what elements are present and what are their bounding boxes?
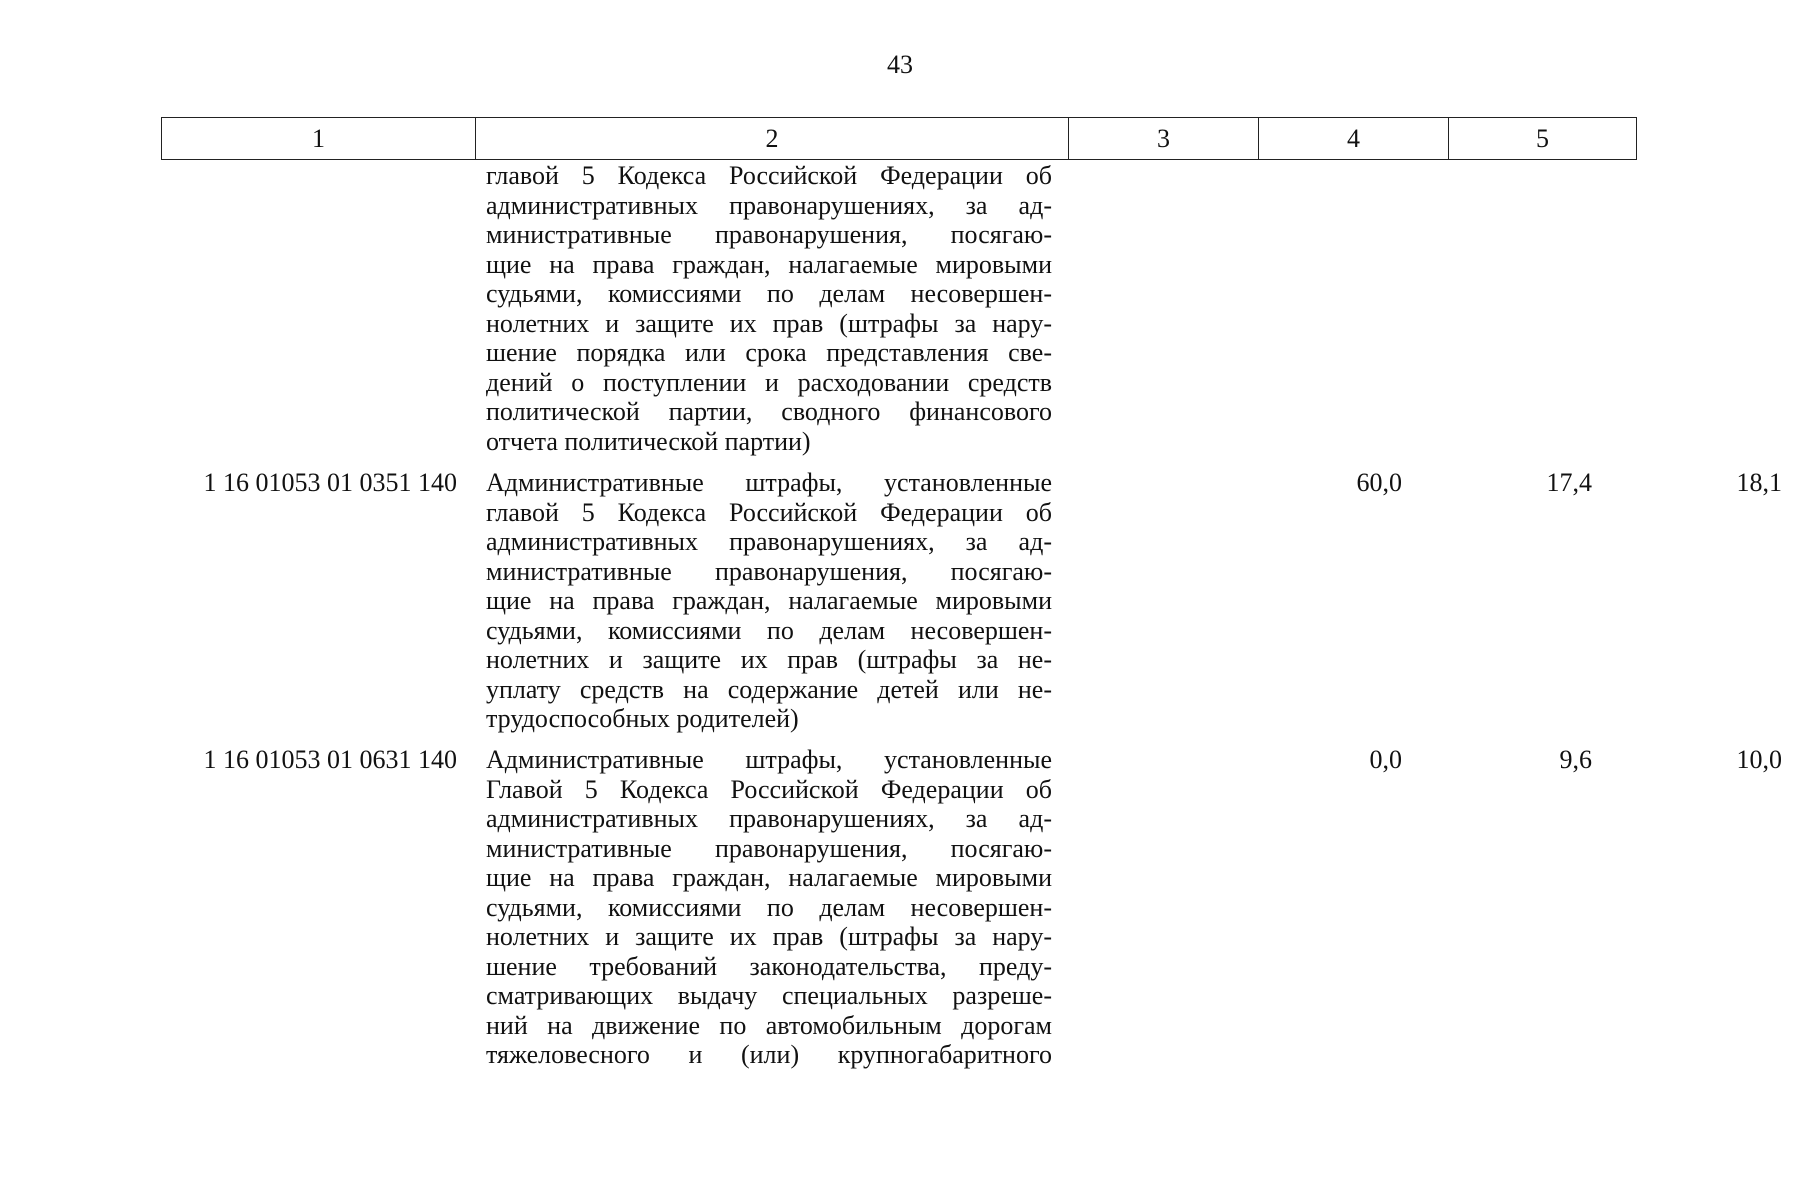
value-column-5: 18,1 [1736, 468, 1782, 497]
column-number-5: 5 [1449, 118, 1637, 160]
description-line: шение порядка или срока представления све- [486, 338, 1052, 367]
description-line: Административные штрафы, установленные [486, 745, 1052, 774]
description-line: дений о поступлении и расходовании средств [486, 367, 1052, 397]
description-line: щие на права граждан, налагаемые мировыми [486, 863, 1052, 892]
description-line: административных правонарушениях, за ад- [486, 190, 1052, 220]
description-line: нолетних и защите их прав (штрафы за не- [486, 645, 1052, 674]
value-column-3: 60,0 [1356, 468, 1402, 497]
description-line: нолетних и защите их прав (штрафы за нару- [486, 922, 1052, 951]
column-number-1: 1 [162, 118, 476, 160]
description-line: судьями, комиссиями по делам несовершен- [486, 615, 1052, 645]
row-description [486, 745, 1052, 1070]
column-number-4: 4 [1259, 118, 1449, 160]
description-line: шение требований законодательства, преду- [486, 951, 1052, 981]
column-number-3: 3 [1069, 118, 1259, 160]
value-column-4: 9,6 [1559, 745, 1592, 774]
description-line: министративные правонарушения, посягаю- [486, 220, 1052, 249]
description-line: отчета политической партии) [486, 426, 811, 456]
column-number-2: 2 [476, 118, 1069, 160]
budget-classification-code: 1 16 01053 01 0631 140 [203, 745, 457, 774]
page-number: 43 [887, 50, 913, 79]
description-line: главой 5 Кодекса Российской Федерации об [486, 161, 1052, 190]
description-line: министративные правонарушения, посягаю- [486, 833, 1052, 863]
description-line: щие на права граждан, налагаемые мировыми [486, 249, 1052, 279]
description-line: тяжеловесного и (или) крупногабаритного [486, 1040, 1052, 1069]
description-line: судьями, комиссиями по делам несовершен- [486, 279, 1052, 308]
description-line: нолетних и защите их прав (штрафы за нару- [486, 308, 1052, 338]
description-line: сматривающих выдачу специальных разреше- [486, 981, 1052, 1010]
value-column-5: 10,0 [1736, 745, 1782, 774]
description-line: ний на движение по автомобильным дорогам [486, 1010, 1052, 1040]
description-line: политической партии, сводного финансового [486, 397, 1052, 426]
description-line: главой 5 Кодекса Российской Федерации об [486, 497, 1052, 527]
description-line: трудоспособных родителей) [486, 704, 799, 733]
description-line: судьями, комиссиями по делам несовершен- [486, 892, 1052, 922]
description-line: Главой 5 Кодекса Российской Федерации об [486, 774, 1052, 804]
budget-classification-code: 1 16 01053 01 0351 140 [203, 468, 457, 497]
description-line: уплату средств на содержание детей или не- [486, 674, 1052, 704]
description-line: Административные штрафы, установленные [486, 468, 1052, 497]
value-column-4: 17,4 [1546, 468, 1592, 497]
description-line: щие на права граждан, налагаемые мировыми [486, 586, 1052, 615]
description-line: административных правонарушениях, за ад- [486, 527, 1052, 556]
value-column-3: 0,0 [1369, 745, 1402, 774]
row-description [486, 468, 1052, 734]
row-description [486, 161, 1052, 456]
description-line: административных правонарушениях, за ад- [486, 804, 1052, 833]
description-line: министративные правонарушения, посягаю- [486, 556, 1052, 586]
column-header-row [161, 117, 1637, 160]
